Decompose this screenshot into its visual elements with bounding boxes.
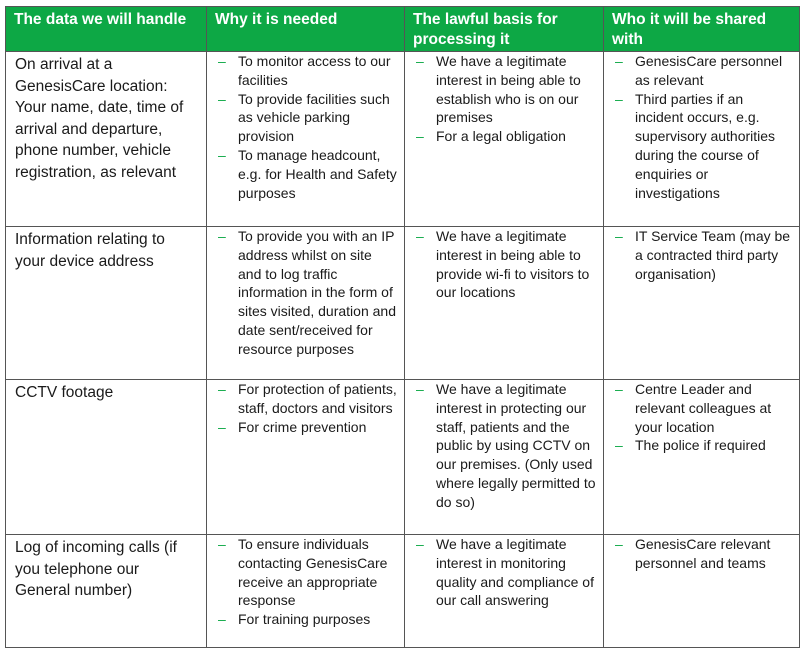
dash-icon: –: [218, 146, 226, 163]
list: [405, 227, 597, 302]
cell-lawful-basis: [405, 227, 604, 380]
list-item: – We have a legitimate interest in being able to provide wi-fi to visitors to our locations: [416, 228, 590, 301]
list-item: – We have a legitimate interest in being able to establish who is on our premises: [416, 53, 581, 126]
list: [604, 227, 793, 283]
list-item: – To monitor access to our facilities: [218, 53, 391, 88]
cell-lawful-basis: [405, 52, 604, 227]
cell-data-handled: On arrival at a GenesisCare location: Your name, date, time of arrival and departure, phone number, vehicle registration, as relevant: [6, 52, 207, 227]
dash-icon: –: [218, 381, 226, 397]
dash-icon: –: [615, 437, 623, 454]
table-header-row: [6, 7, 800, 52]
dash-icon: –: [615, 228, 623, 244]
cell-shared-with: [604, 227, 800, 380]
dash-icon: –: [615, 536, 623, 552]
list: [207, 380, 398, 436]
list-item: – IT Service Team (may be a contracted third party organisation): [615, 228, 791, 282]
list: [604, 52, 793, 202]
list: [207, 52, 398, 202]
list-item: – For protection of patients, staff, doctors and visitors: [218, 381, 397, 416]
cell-shared-with: [604, 535, 800, 648]
list-item: – To provide facilities such as vehicle parking provision: [218, 90, 390, 145]
cell-why-needed: [207, 227, 405, 380]
dash-icon: –: [416, 128, 424, 145]
list-item: – To ensure individuals contacting GenesisCare receive an appropriate response: [218, 536, 388, 609]
dash-icon: –: [615, 381, 623, 397]
cell-data-handled: Information relating to your device address: [6, 227, 207, 380]
dash-icon: –: [218, 228, 226, 244]
list: [207, 535, 398, 629]
list-item: – Third parties if an incident occurs, e.g. supervisory authorities during the course of enquiries or investigations: [615, 90, 776, 201]
list: [405, 52, 597, 146]
header-why-needed: Why it is needed: [207, 7, 405, 52]
table-row: [6, 380, 800, 535]
list-item: – For training purposes: [218, 611, 371, 628]
dash-icon: –: [218, 53, 226, 69]
list: [604, 380, 793, 455]
list: [405, 380, 597, 512]
dash-icon: –: [416, 381, 424, 397]
cell-lawful-basis: [405, 535, 604, 648]
cell-why-needed: [207, 535, 405, 648]
header-data-handled: The data we will handle: [6, 7, 207, 52]
list-item: – Centre Leader and relevant colleagues at your location: [615, 381, 772, 435]
dash-icon: –: [218, 536, 226, 552]
list: [405, 535, 597, 610]
list-item: – GenesisCare relevant personnel and teams: [615, 536, 771, 571]
list: [207, 227, 398, 359]
list-item: – For crime prevention: [218, 418, 367, 435]
dash-icon: –: [218, 90, 226, 107]
table-row: [6, 535, 800, 648]
cell-lawful-basis: [405, 380, 604, 535]
header-shared-with: Who it will be shared with: [604, 7, 800, 52]
list-item: – To provide you with an IP address whilst on site and to log traffic information in the form of sites visited, duration and date sent/received for resource purposes: [218, 228, 396, 357]
dash-icon: –: [218, 418, 226, 435]
list-item: – To manage headcount, e.g. for Health and Safety purposes: [218, 146, 397, 201]
cell-shared-with: [604, 52, 800, 227]
dash-icon: –: [416, 53, 424, 69]
dash-icon: –: [416, 536, 424, 552]
dash-icon: –: [416, 228, 424, 244]
list: [604, 535, 793, 573]
cell-why-needed: [207, 380, 405, 535]
dash-icon: –: [218, 611, 226, 628]
table-row: [6, 52, 800, 227]
dash-icon: –: [615, 90, 623, 107]
list-item: – For a legal obligation: [416, 128, 566, 145]
cell-shared-with: [604, 380, 800, 535]
cell-data-handled: Log of incoming calls (if you telephone our General number): [6, 535, 207, 648]
cell-data-handled: CCTV footage: [6, 380, 207, 535]
list-item: – We have a legitimate interest in protecting our staff, patients and the public by using CCTV on our premises. (Only used where legally permitted to do so): [416, 381, 596, 510]
list-item: – The police if required: [615, 437, 766, 454]
list-item: – GenesisCare personnel as relevant: [615, 53, 783, 88]
table-row: [6, 227, 800, 380]
dash-icon: –: [615, 53, 623, 69]
privacy-data-table: [5, 6, 800, 648]
header-lawful-basis: The lawful basis for processing it: [405, 7, 604, 52]
cell-why-needed: [207, 52, 405, 227]
list-item: – We have a legitimate interest in monitoring quality and compliance of our call answering: [416, 536, 594, 609]
